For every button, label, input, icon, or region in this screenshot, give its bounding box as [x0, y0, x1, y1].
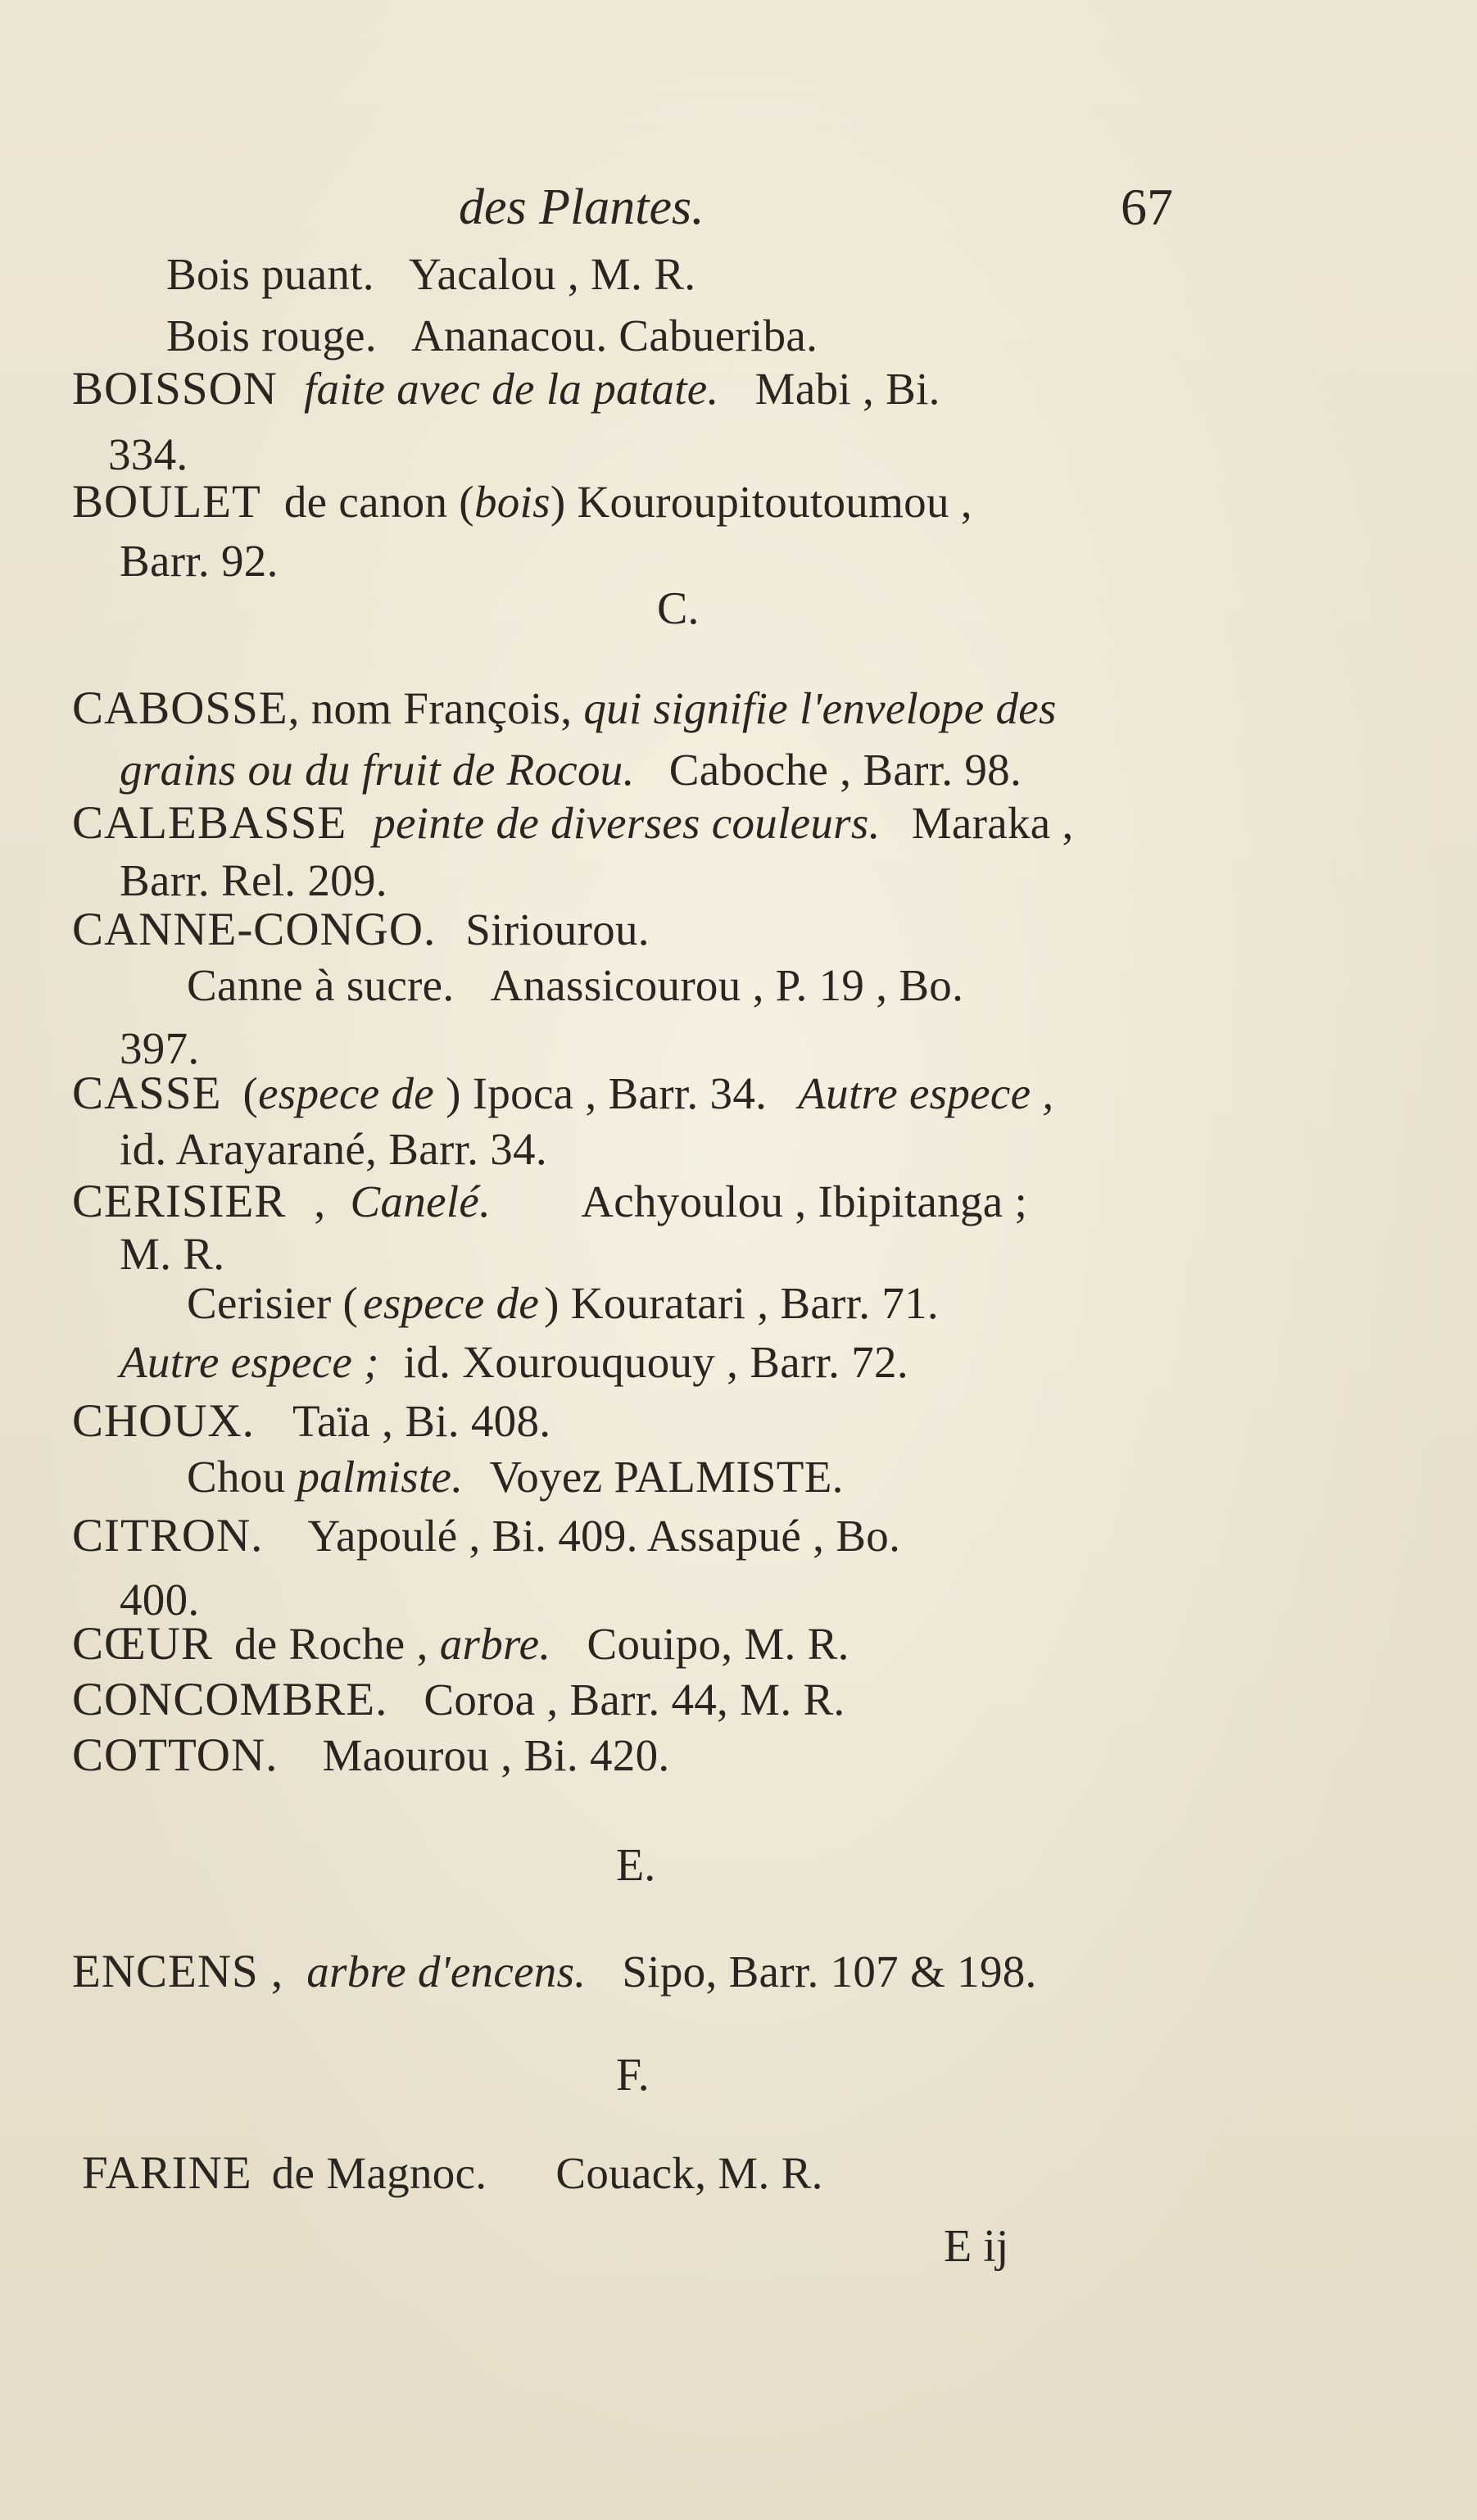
entry-def: Anassicourou , P. 19 , Bo. [490, 960, 964, 1010]
entry-casse-cont: id. Arayarané, Barr. 34. [120, 1124, 547, 1174]
entry-gloss: arbre d'encens. [306, 1947, 587, 1997]
entry-term: CANNE-CONGO. [72, 904, 437, 955]
entry-term: CERISIER [72, 1176, 287, 1227]
entry-chou-palmiste [187, 1448, 844, 1506]
entry-def: Yapoulé , Bi. 409. Assapué , Bo. [307, 1511, 901, 1561]
entry-def: Caboche , Barr. 98. [668, 745, 1022, 795]
entry-term: CŒUR [72, 1618, 213, 1670]
entry-def: ) Ipoca , Barr. 34. [446, 1068, 768, 1118]
entry-def: Mabi , Bi. [754, 364, 940, 414]
entry-term: CASSE [72, 1067, 222, 1119]
entry-boisson [72, 360, 940, 418]
entry-gloss: Autre espece ; [120, 1337, 379, 1387]
entry-def: Taïa , Bi. 408. [292, 1396, 551, 1446]
entry-rest: de canon ( [283, 477, 474, 527]
entry-gloss: Canelé. [350, 1176, 492, 1226]
entry-term: Bois puant. [166, 249, 374, 299]
entry-bois-puant [166, 246, 695, 303]
entry-def: Maourou , Bi. 420. [322, 1730, 670, 1780]
entry-term: CABOSSE [72, 682, 288, 734]
entry-canne-sucre-cont: 397. [120, 1023, 200, 1073]
entry-term: CITRON. [72, 1510, 264, 1561]
entry-autre-espece [120, 1334, 908, 1391]
entry-gloss: faite avec de la patate. [303, 364, 719, 414]
entry-rest: , [314, 1176, 326, 1226]
entry-def: Maraka , [911, 798, 1074, 848]
entry-bois-rouge [166, 307, 818, 365]
section-heading-c: C. [657, 583, 700, 634]
entry-def: Achyoulou , Ibipitanga ; [581, 1176, 1028, 1226]
entry-def: Siriourou. [465, 904, 650, 954]
entry-cerisier-cont: M. R. [120, 1229, 225, 1279]
entry-term: BOISSON [72, 363, 278, 415]
entry-cerisier [72, 1173, 1027, 1231]
entry-def: Yacalou , M. R. [408, 249, 696, 299]
entry-choux [72, 1393, 550, 1450]
signature-mark: E ij [944, 2221, 1009, 2272]
entry-citron [72, 1507, 900, 1565]
entry-def: ) Kouratari , Barr. 71. [544, 1278, 939, 1328]
entry-def: id. Xourouquouy , Barr. 72. [403, 1337, 908, 1387]
entry-term: Chou [187, 1452, 286, 1502]
entry-concombre [72, 1671, 845, 1729]
entry-canne-congo [72, 901, 650, 959]
section-heading-f: F. [616, 2050, 650, 2101]
entry-gloss-2: Autre espece , [798, 1068, 1054, 1118]
entry-rest: , nom François, [288, 683, 573, 733]
entry-term: COTTON. [72, 1729, 279, 1781]
entry-term: CONCOMBRE. [72, 1674, 388, 1725]
entry-def: Coroa , Barr. 44, M. R. [424, 1675, 845, 1725]
entry-cabosse [72, 680, 1057, 737]
entry-rest: de Roche , [233, 1619, 428, 1669]
entry-term: ENCENS , [72, 1946, 284, 1997]
section-heading-e: E. [616, 1840, 656, 1891]
entry-def: Voyez PALMISTE. [489, 1452, 844, 1502]
entry-gloss: espece de [363, 1278, 540, 1328]
entry-def: ) Kouroupitoutoumou , [550, 477, 972, 527]
entry-calebasse-cont: Barr. Rel. 209. [120, 855, 387, 905]
entry-gloss: palmiste. [297, 1452, 464, 1502]
entry-boulet [72, 474, 972, 531]
entry-casse [72, 1065, 1053, 1122]
entry-gloss: grains ou du fruit de Rocou. [120, 745, 635, 795]
entry-calebasse [72, 795, 1074, 852]
entry-term: CALEBASSE [72, 797, 347, 849]
entry-gloss: qui signifie l'envelope des [583, 683, 1057, 733]
entry-term: Cerisier ( [187, 1278, 359, 1328]
entry-encens [72, 1943, 1037, 2001]
page-number: 67 [1121, 178, 1173, 236]
entry-def: Couack, M. R. [555, 2148, 823, 2198]
entry-rest: ( [242, 1068, 259, 1118]
entry-term: CHOUX. [72, 1395, 255, 1447]
entry-term: FARINE [82, 2147, 252, 2199]
entry-cabosse-cont [120, 741, 1022, 799]
entry-gloss: espece de [258, 1068, 435, 1118]
running-title: des Plantes. [459, 179, 705, 235]
entry-canne-sucre [187, 957, 963, 1014]
entry-cotton [72, 1727, 669, 1784]
entry-coeur [72, 1616, 850, 1673]
entry-gloss: bois [473, 477, 550, 527]
entry-term: Bois rouge. [166, 310, 377, 360]
entry-def: Sipo, Barr. 107 & 198. [622, 1947, 1037, 1997]
entry-gloss: arbre. [439, 1619, 551, 1669]
entry-term: Canne à sucre. [187, 960, 455, 1010]
entry-gloss: peinte de diverses couleurs. [373, 798, 881, 848]
entry-boisson-cont: 334. [108, 429, 188, 479]
entry-def: Couipo, M. R. [587, 1619, 850, 1669]
entry-rest: de Magnoc. [271, 2148, 487, 2198]
entry-citron-cont: 400. [120, 1575, 200, 1625]
entry-term: BOULET [72, 476, 261, 528]
entry-boulet-cont: Barr. 92. [120, 536, 279, 586]
entry-farine [82, 2145, 823, 2202]
entry-cerisier-2 [187, 1275, 939, 1332]
entry-def: Ananacou. Cabueriba. [410, 310, 818, 360]
